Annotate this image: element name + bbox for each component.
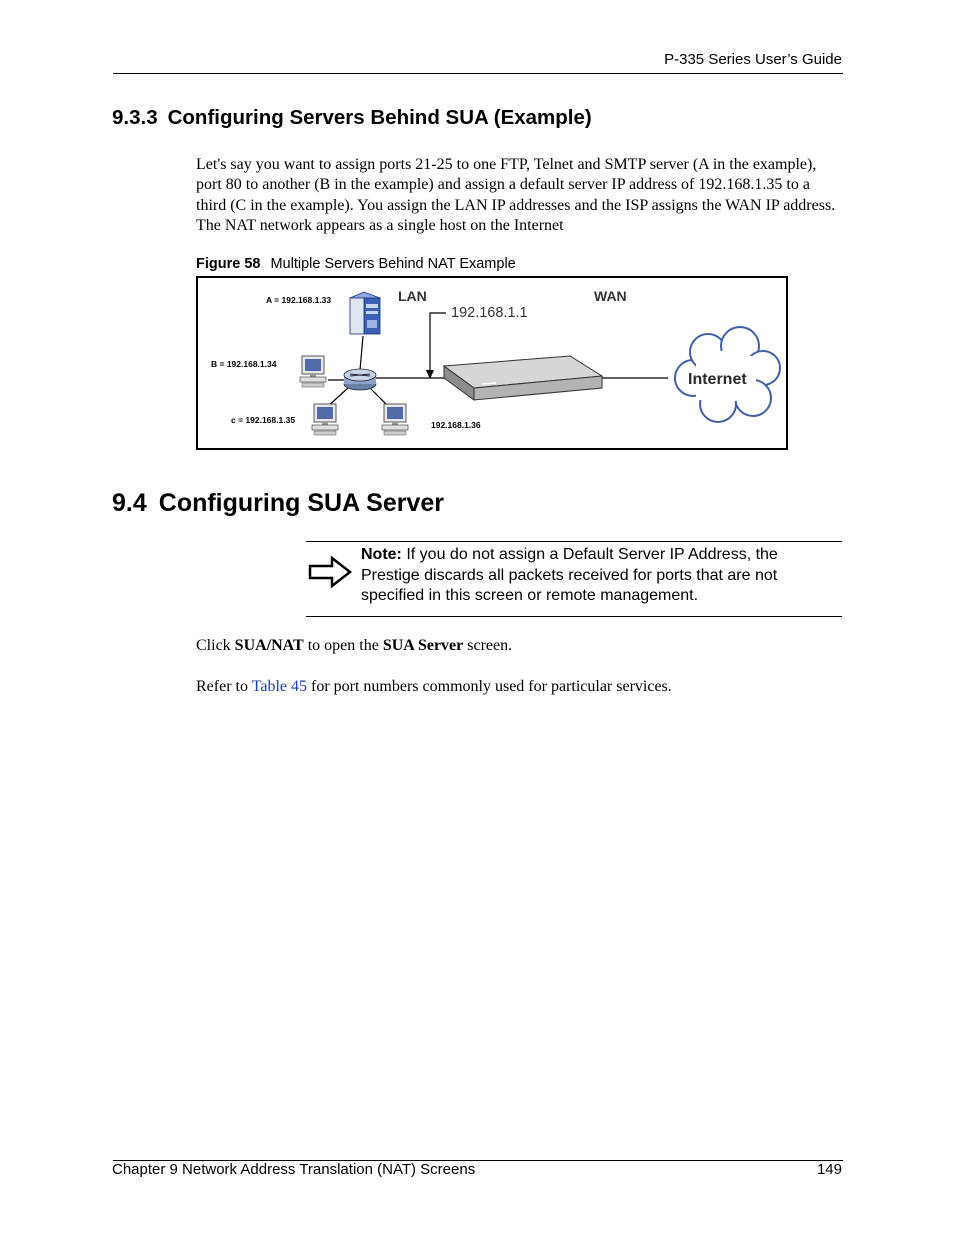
label-wan: WAN	[594, 288, 627, 304]
label-internet: Internet	[688, 371, 747, 388]
refer-paragraph	[196, 677, 836, 697]
label-router-ip: 192.168.1.1	[451, 305, 528, 321]
link-line-server-a	[360, 336, 363, 370]
router-ip-pointer	[430, 313, 446, 374]
label-pc-b: B = 192.168.1.34	[211, 359, 277, 369]
pc-c-icon	[312, 404, 338, 435]
text-fragment: screen.	[463, 637, 513, 654]
table-45-link[interactable]: Table 45	[251, 678, 307, 695]
arrow-right-icon	[308, 556, 352, 593]
running-header: P-335 Series User’s Guide	[664, 51, 842, 68]
screen-name: SUA Server	[382, 637, 464, 654]
section-number: 9.4	[112, 489, 147, 517]
label-lan: LAN	[398, 288, 427, 304]
section-title: Configuring Servers Behind SUA (Example)	[167, 106, 592, 129]
hub-icon	[344, 369, 376, 390]
section-heading-9-3-3	[112, 106, 592, 130]
header-rule	[113, 73, 843, 74]
figure-label: Figure 58	[196, 256, 261, 272]
label-pc-c: c = 192.168.1.35	[231, 415, 296, 425]
click-paragraph	[196, 636, 836, 656]
label-pc-d: 192.168.1.36	[431, 420, 481, 430]
text-fragment: Refer to	[196, 678, 252, 695]
text-fragment: to open the	[303, 637, 383, 654]
note-text	[361, 545, 831, 607]
section-number: 9.3.3	[112, 106, 158, 129]
page-number: 149	[816, 1161, 842, 1178]
pc-b-icon	[300, 356, 326, 387]
note-box	[306, 541, 842, 617]
note-label: Note:	[361, 546, 402, 563]
section-title: Configuring SUA Server	[158, 489, 444, 517]
nat-router-icon	[444, 356, 602, 400]
label-server-a: A = 192.168.1.33	[266, 295, 332, 305]
text-fragment: for port numbers commonly used for particular services.	[307, 678, 672, 695]
intro-paragraph: Let's say you want to assign ports 21-25 to one FTP, Telnet and SMTP server (A in the example), port 80 to another (B in the example) and assign a default server IP address of 192.168.1.35 to a third (C in the example). You assign the LAN IP addresses and the ISP assigns the WAN IP address. The NAT network appears as a single host on the Internet	[196, 156, 836, 234]
server-a-icon	[350, 292, 380, 334]
note-body: If you do not assign a Default Server IP Address, the Prestige discards all packets received for ports that are not specified in this screen or remote management.	[361, 546, 778, 604]
section-heading-9-4	[112, 489, 444, 518]
network-diagram	[196, 276, 788, 450]
figure-caption	[196, 256, 516, 272]
pc-d-icon	[382, 404, 408, 435]
figure-caption-text: Multiple Servers Behind NAT Example	[270, 256, 516, 272]
footer-chapter: Chapter 9 Network Address Translation (NAT) Screens	[112, 1161, 476, 1178]
menu-name: SUA/NAT	[234, 637, 304, 654]
text-fragment: Click	[196, 637, 235, 654]
